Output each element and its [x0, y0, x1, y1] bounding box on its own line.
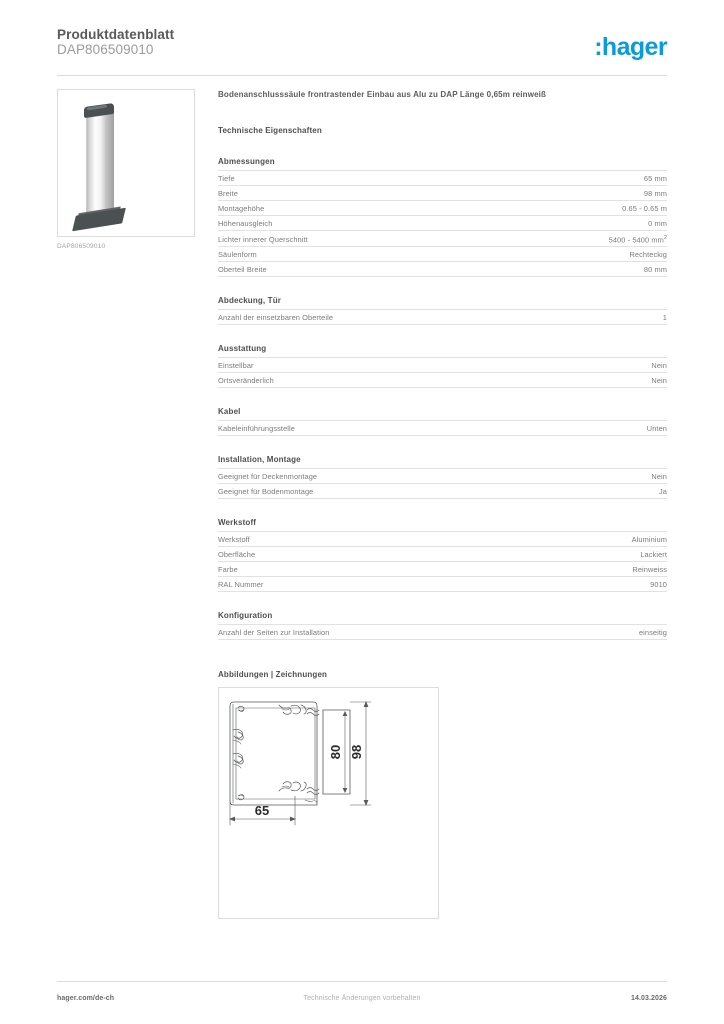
spec-label: Werkstoff — [218, 532, 443, 547]
spec-label: Höhenausgleich — [218, 216, 443, 231]
table-row — [218, 469, 667, 484]
spec-label: Oberfläche — [218, 547, 443, 562]
spec-table — [218, 357, 667, 388]
spec-table — [218, 531, 667, 592]
spec-label: Anzahl der einsetzbaren Oberteile — [218, 310, 443, 325]
spec-value: 98 mm — [443, 186, 668, 201]
dimension-label-65: 65 — [254, 803, 270, 819]
spec-label: Tiefe — [218, 171, 443, 186]
spec-group — [218, 296, 667, 325]
footer-website[interactable]: hager.com/de-ch — [57, 995, 115, 1002]
footer-divider — [57, 981, 667, 982]
spec-group-heading: Kabel — [218, 407, 241, 417]
technical-drawing — [219, 688, 439, 919]
spec-group-heading: Ausstattung — [218, 344, 267, 354]
product-description: Bodenanschlusssäule frontrastender Einbau aus Alu zu DAP Länge 0,65m reinweiß — [218, 90, 547, 99]
table-row — [218, 201, 667, 216]
spec-table — [218, 170, 667, 277]
table-row — [218, 532, 667, 547]
spec-value: 0 mm — [443, 216, 668, 231]
table-row — [218, 421, 667, 436]
spec-group — [218, 344, 667, 388]
spec-group-heading: Werkstoff — [218, 518, 257, 528]
spec-label: Geeignet für Bodenmontage — [218, 484, 443, 499]
spec-value: Lackiert — [443, 547, 668, 562]
spec-group-heading: Abdeckung, Tür — [218, 296, 281, 306]
table-row — [218, 484, 667, 499]
spec-label: Lichter innerer Querschnitt — [218, 231, 443, 247]
spec-label: Einstellbar — [218, 358, 443, 373]
spec-label: Farbe — [218, 562, 443, 577]
spec-value: Nein — [443, 358, 668, 373]
footer-disclaimer: Technische Änderungen vorbehalten — [303, 995, 421, 1002]
spec-value: Aluminium — [443, 532, 668, 547]
table-row — [218, 373, 667, 388]
spec-label: RAL Nummer — [218, 577, 443, 592]
table-row — [218, 186, 667, 201]
product-image-frame — [57, 89, 195, 237]
spec-value: Rechteckig — [443, 247, 668, 262]
spec-group — [218, 455, 667, 499]
spec-group — [218, 518, 667, 592]
table-row — [218, 247, 667, 262]
page-footer — [57, 995, 667, 1009]
spec-group-heading: Konfiguration — [218, 611, 273, 621]
spec-value: 5400 - 5400 $mm^2$ — [443, 231, 668, 247]
spec-label: Ortsveränderlich — [218, 373, 443, 388]
table-row — [218, 262, 667, 277]
spec-value: 9010 — [443, 577, 668, 592]
footer-date: 14.03.2026 — [630, 995, 667, 1002]
spec-value: Nein — [443, 469, 668, 484]
page-title: Produktdatenblatt — [57, 27, 175, 42]
product-column-image — [72, 100, 136, 230]
spec-table — [218, 420, 667, 436]
table-row — [218, 577, 667, 592]
spec-value: Unten — [443, 421, 668, 436]
spec-value: Nein — [443, 373, 668, 388]
spec-value: Reinweiss — [443, 562, 668, 577]
spec-group-heading: Installation, Montage — [218, 455, 301, 465]
spec-label: Anzahl der Seiten zur Installation — [218, 625, 443, 640]
spec-table — [218, 624, 667, 640]
technical-properties-heading: Technische Eigenschaften — [218, 126, 322, 135]
column-side-face — [105, 112, 114, 223]
table-row — [218, 171, 667, 186]
spec-groups — [218, 157, 667, 640]
main-content — [218, 89, 667, 919]
spec-label: Montagehöhe — [218, 201, 443, 216]
page-header — [57, 27, 667, 73]
spec-label: Oberteil Breite — [218, 262, 443, 277]
spec-value: einseitig — [443, 625, 668, 640]
product-figure — [57, 89, 197, 250]
spec-value: 65 mm — [443, 171, 668, 186]
spec-value: 1 — [443, 310, 668, 325]
spec-label: Geeignet für Deckenmontage — [218, 469, 443, 484]
technical-drawing-frame — [218, 687, 439, 919]
spec-value: Ja — [443, 484, 668, 499]
spec-label: Säulenform — [218, 247, 443, 262]
spec-group — [218, 611, 667, 640]
spec-table — [218, 468, 667, 499]
spec-value: 80 mm — [443, 262, 668, 277]
table-row — [218, 310, 667, 325]
spec-label: Breite — [218, 186, 443, 201]
product-reference: DAP806509010 — [57, 42, 154, 57]
table-row — [218, 231, 667, 247]
dimension-label-80: 80 — [328, 745, 343, 760]
table-row — [218, 358, 667, 373]
spec-label: Kabeleinführungsstelle — [218, 421, 443, 436]
header-divider — [57, 75, 667, 76]
spec-group — [218, 407, 667, 436]
spec-group-heading: Abmessungen — [218, 157, 275, 166]
hager-logo: :hager — [594, 33, 667, 61]
table-row — [218, 625, 667, 640]
table-row — [218, 562, 667, 577]
table-row — [218, 547, 667, 562]
spec-value: 0.65 - 0.65 m — [443, 201, 668, 216]
dimension-label-98: 98 — [349, 745, 364, 760]
product-image-caption: DAP806509010 — [57, 243, 106, 250]
spec-group — [218, 157, 667, 277]
table-row — [218, 216, 667, 231]
drawings-heading: Abbildungen | Zeichnungen — [218, 670, 328, 680]
spec-table — [218, 309, 667, 325]
column-base-plate — [72, 208, 126, 232]
